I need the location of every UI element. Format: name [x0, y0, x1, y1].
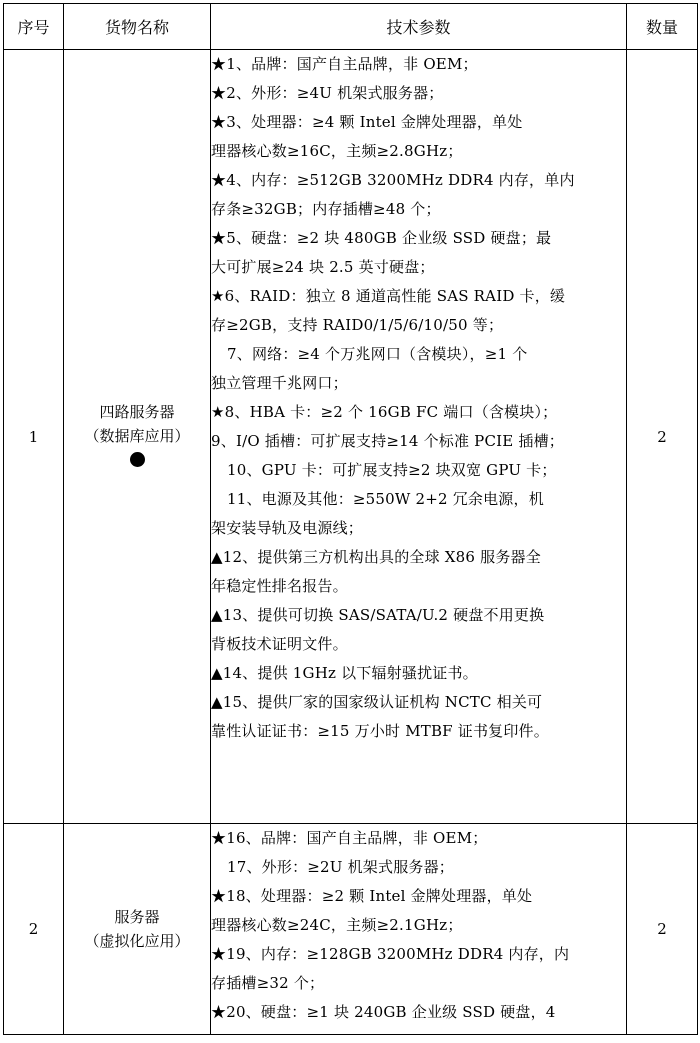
param-line: 靠性认证证书：≥15 万小时 MTBF 证书复印件。: [211, 722, 549, 740]
param-line: 存条≥32GB；内存插槽≥48 个；: [211, 200, 441, 218]
param-line: ★18、处理器：≥2 颗 Intel 金牌处理器，单处: [211, 887, 533, 905]
black-dot-icon: [130, 452, 145, 467]
table-row: [4, 50, 698, 824]
spec-table: [3, 3, 698, 1035]
param-line: 理器核心数≥16C，主频≥2.8GHz；: [211, 142, 463, 160]
param-line: ▲12、提供第三方机构出具的全球 X86 服务器全: [211, 548, 541, 566]
goods-name-cell: [64, 824, 211, 1035]
header-goods-name: 货物名称: [64, 4, 211, 50]
goods-usage: （虚拟化应用）: [84, 932, 190, 950]
param-line: 独立管理千兆网口；: [211, 374, 348, 392]
seq-cell: 1: [4, 50, 64, 824]
param-line: ★3、处理器：≥4 颗 Intel 金牌处理器，单处: [211, 113, 523, 131]
param-line: ★2、外形：≥4U 机架式服务器；: [211, 84, 444, 102]
param-line: ▲15、提供厂家的国家级认证机构 NCTC 相关可: [211, 693, 543, 711]
header-row: [4, 4, 698, 50]
param-line: 存插槽≥32 个；: [211, 974, 325, 992]
seq-cell: 2: [4, 824, 64, 1035]
param-line: ★20、硬盘：≥1 块 240GB 企业级 SSD 硬盘，4: [211, 1003, 556, 1021]
param-line: ★8、HBA 卡：≥2 个 16GB FC 端口（含模块）；: [211, 403, 558, 421]
param-line: 7、网络：≥4 个万兆网口（含模块），≥1 个: [227, 345, 528, 363]
param-line: ▲14、提供 1GHz 以下辐射骚扰证书。: [211, 664, 478, 682]
header-tech-params: 技术参数: [211, 4, 627, 50]
param-line: 大可扩展≥24 块 2.5 英寸硬盘；: [211, 258, 435, 276]
quantity-cell: 2: [627, 50, 698, 824]
quantity-cell: 2: [627, 824, 698, 1035]
param-line: ★4、内存：≥512GB 3200MHz DDR4 内存，单内: [211, 171, 575, 189]
param-line: 17、外形：≥2U 机架式服务器；: [227, 858, 455, 876]
params-cell: [211, 824, 627, 1035]
param-line: 理器核心数≥24C，主频≥2.1GHz；: [211, 916, 463, 934]
goods-name: 四路服务器: [99, 402, 175, 421]
param-line: 11、电源及其他：≥550W 2+2 冗余电源，机: [227, 490, 544, 508]
param-line: ★6、RAID：独立 8 通道高性能 SAS RAID 卡，缓: [211, 287, 566, 305]
param-line: 存≥2GB，支持 RAID0/1/5/6/10/50 等；: [211, 316, 504, 334]
param-line: ★19、内存：≥128GB 3200MHz DDR4 内存，内: [211, 945, 570, 963]
param-line: ★5、硬盘：≥2 块 480GB 企业级 SSD 硬盘；最: [211, 229, 552, 247]
header-seq: 序号: [4, 4, 64, 50]
header-quantity: 数量: [627, 4, 698, 50]
param-line: 年稳定性排名报告。: [211, 577, 348, 595]
param-line: ★16、品牌：国产自主品牌，非 OEM；: [211, 829, 488, 847]
params-cell: [211, 50, 627, 824]
param-line: ▲13、提供可切换 SAS/SATA/U.2 硬盘不用更换: [211, 606, 545, 624]
param-line: 架安装导轨及电源线；: [211, 519, 364, 537]
param-line: 9、I/O 插槽：可扩展支持≥14 个标准 PCIE 插槽；: [211, 432, 564, 450]
goods-name: 服务器: [114, 908, 160, 926]
goods-usage: （数据库应用）: [84, 426, 190, 445]
table-row: [4, 824, 698, 1035]
param-line: 10、GPU 卡：可扩展支持≥2 块双宽 GPU 卡；: [227, 461, 557, 479]
param-line: 背板技术证明文件。: [211, 635, 348, 653]
param-line: ★1、品牌：国产自主品牌，非 OEM；: [211, 55, 478, 73]
goods-name-cell: [64, 50, 211, 824]
